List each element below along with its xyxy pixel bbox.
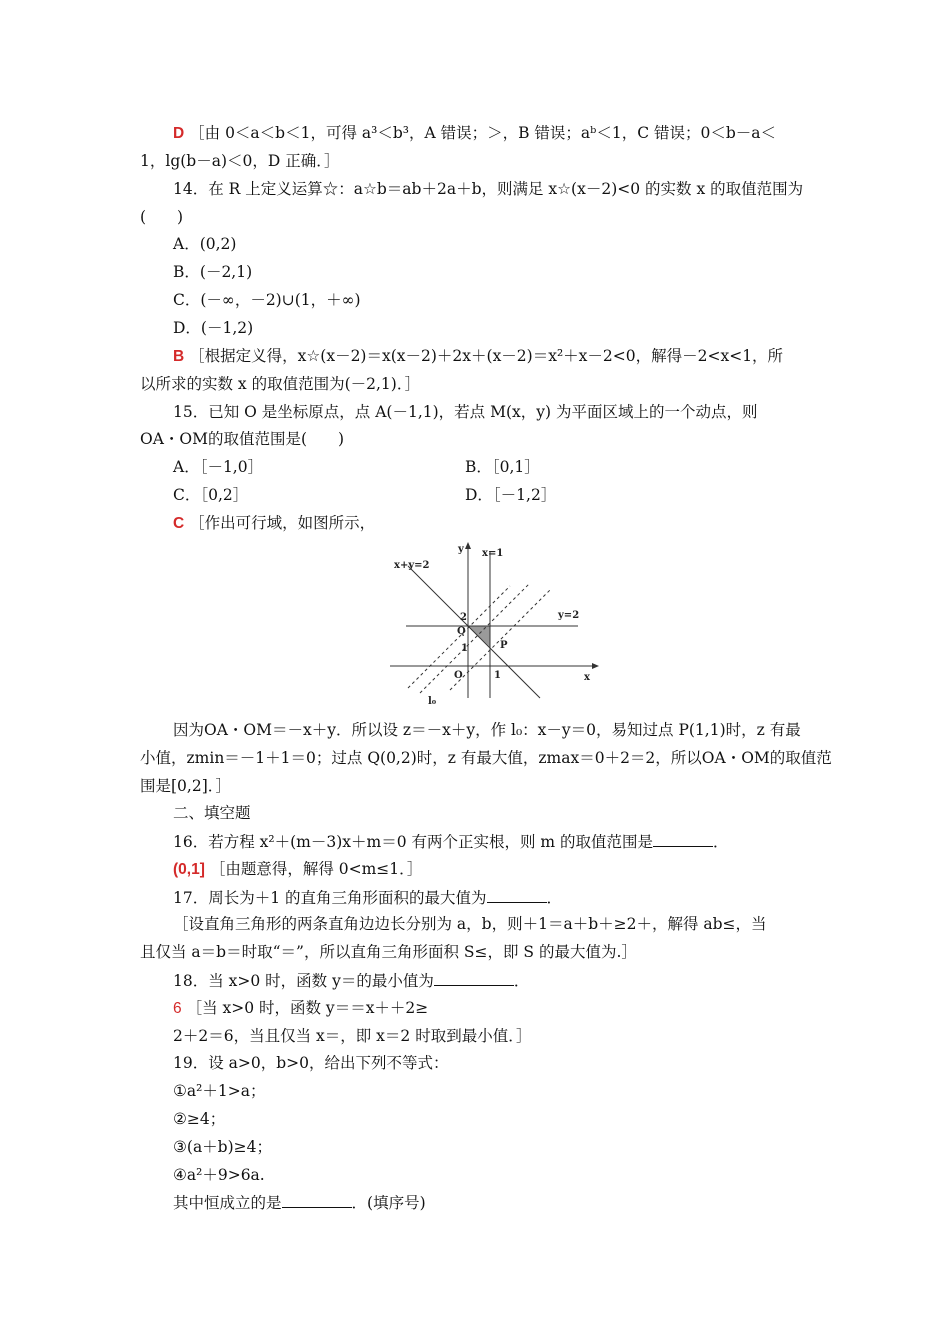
q19-item-4: ④a²＋9>6a.	[173, 1166, 265, 1184]
dashed-line-l0	[420, 583, 530, 693]
q18-answer: 6	[173, 1000, 182, 1017]
q15-solution-line3: 围是[0,2]．］	[140, 777, 231, 795]
q18-solution-line1	[173, 997, 428, 1020]
section-title-fill-in: 二、填空题	[173, 804, 251, 822]
y-axis-arrow	[465, 542, 471, 549]
q19-ask-end: ．(填序号)	[351, 1194, 426, 1212]
q18-stem	[173, 969, 529, 992]
q15-answer: C	[173, 515, 185, 532]
label-point-q: Q	[457, 626, 466, 637]
x-axis-arrow	[592, 663, 599, 669]
q15-solution-line1: 因为OA・OM＝－x＋y．所以设 z＝－x＋y，作 l₀：x－y＝0，易知过点 P(1,1)时，z 有最	[173, 721, 801, 739]
label-l0: l₀	[428, 696, 437, 707]
q16-answer-blank	[653, 830, 713, 847]
q18-stem-end: ．	[513, 972, 530, 990]
label-tick-1-y: 1	[461, 643, 468, 654]
q13-solution-line2: 1，lg(b－a)＜0，D 正确．］	[140, 152, 340, 170]
q14-stem-line1: 14．在 R 上定义运算☆：a☆b＝ab＋2a＋b，则满足 x☆(x－2)<0 的实数 x 的取值范围为	[173, 180, 804, 198]
q17-stem-text: 17．周长为＋1 的直角三角形面积的最大值为	[173, 889, 487, 907]
label-origin: O	[454, 670, 463, 681]
q17-answer-blank	[487, 886, 547, 903]
q19-ask-text: 其中恒成立的是	[173, 1194, 282, 1212]
q14-solution-text1: ［根据定义得，x☆(x－2)＝x(x－2)＋2x＋(x－2)＝x²＋x－2<0，解得－2<x<1，所	[189, 347, 784, 365]
label-y-axis: y	[458, 544, 464, 555]
label-y-equals-2: y=2	[558, 610, 580, 621]
label-point-p: P	[500, 640, 508, 651]
q19-answer-blank	[282, 1191, 352, 1208]
q15-stem-line2: OA・OM的取值范围是( )	[140, 430, 345, 448]
q16-stem-text: 16．若方程 x²＋(m－3)x＋m＝0 有两个正实根，则 m 的取值范围是	[173, 833, 654, 851]
q14-option-c: C．(－∞，－2)∪(1，＋∞)	[173, 291, 361, 309]
q13-solution-line1	[173, 122, 776, 145]
q17-solution-line1: ［设直角三角形的两条直角边边长分别为 a，b，则＋1＝a＋b＋≥2＋，解得 ab≤，当	[173, 915, 767, 933]
q16-stem-end: ．	[713, 833, 729, 851]
q15-stem-line1: 15．已知 O 是坐标原点，点 A(－1,1)，若点 M(x，y) 为平面区域上的一个动点，则	[173, 403, 758, 421]
q14-option-d: D．(－1,2)	[173, 319, 254, 337]
q17-stem	[173, 886, 562, 909]
q15-option-a: A．［－1,0］	[173, 458, 264, 476]
line-x-plus-y-equals-2	[408, 566, 540, 698]
q16-solution	[173, 858, 422, 881]
q14-solution-line2: 以所求的实数 x 的取值范围为(－2,1)．］	[140, 375, 421, 393]
q18-solution-text1: ［当 x>0 时，函数 y＝＝x＋＋2≥	[186, 999, 429, 1017]
label-x-equals-1: x=1	[482, 548, 504, 559]
q14-solution-line1	[173, 345, 783, 368]
label-x-plus-y-equals-2: x+y=2	[394, 560, 430, 571]
q19-stem: 19．设 a>0，b>0，给出下列不等式：	[173, 1054, 449, 1072]
q14-stem-line2: ( )	[140, 208, 184, 226]
q13-answer: D	[173, 125, 185, 142]
q18-stem-text: 18．当 x>0 时，函数 y＝的最小值为	[173, 972, 434, 990]
q18-answer-blank	[434, 969, 514, 986]
label-x-axis: x	[584, 672, 590, 683]
q14-option-b: B．(－2,1)	[173, 263, 253, 281]
q14-option-a: A．(0,2)	[173, 235, 237, 253]
q16-answer: (0,1]	[173, 861, 205, 878]
q15-option-b: B．［0,1］	[465, 458, 540, 476]
q14-answer: B	[173, 348, 185, 365]
q17-solution-line2: 且仅当 a＝b＝时取“＝”，所以直角三角形面积 S≤，即 S 的最大值为.］	[140, 943, 637, 961]
q19-item-1: ①a²＋1>a；	[173, 1082, 266, 1100]
q19-item-2: ②≥4；	[173, 1110, 226, 1128]
feasible-region-graph	[390, 538, 600, 708]
q17-stem-end: ．	[546, 889, 563, 907]
label-tick-2: 2	[460, 612, 467, 623]
q18-solution-line2: 2＋2＝6，当且仅当 x＝，即 x＝2 时取到最小值．］	[173, 1027, 532, 1045]
q16-solution-text: ［由题意得，解得 0<m≤1．］	[209, 860, 423, 878]
q15-option-d: D．［－1,2］	[465, 486, 557, 504]
q15-solution-intro	[173, 512, 375, 535]
q13-solution-text1: ［由 0＜a＜b＜1，可得 a³＜b³，A 错误；＞，B 错误；aᵇ＜1，C 错误；0＜b－a＜	[189, 124, 777, 142]
q15-solution-line2: 小值，zmin＝－1＋1＝0；过点 Q(0,2)时，z 有最大值，zmax＝0＋2＝2，所以OA・OM的取值范	[140, 749, 832, 767]
q19-ask	[173, 1191, 426, 1214]
q19-item-3: ③(a＋b)≥4；	[173, 1138, 273, 1156]
q16-stem	[173, 830, 729, 853]
q15-solution-intro-text: ［作出可行域，如图所示，	[189, 514, 376, 532]
q15-option-c: C．［0,2］	[173, 486, 249, 504]
label-tick-1-x: 1	[494, 670, 501, 681]
